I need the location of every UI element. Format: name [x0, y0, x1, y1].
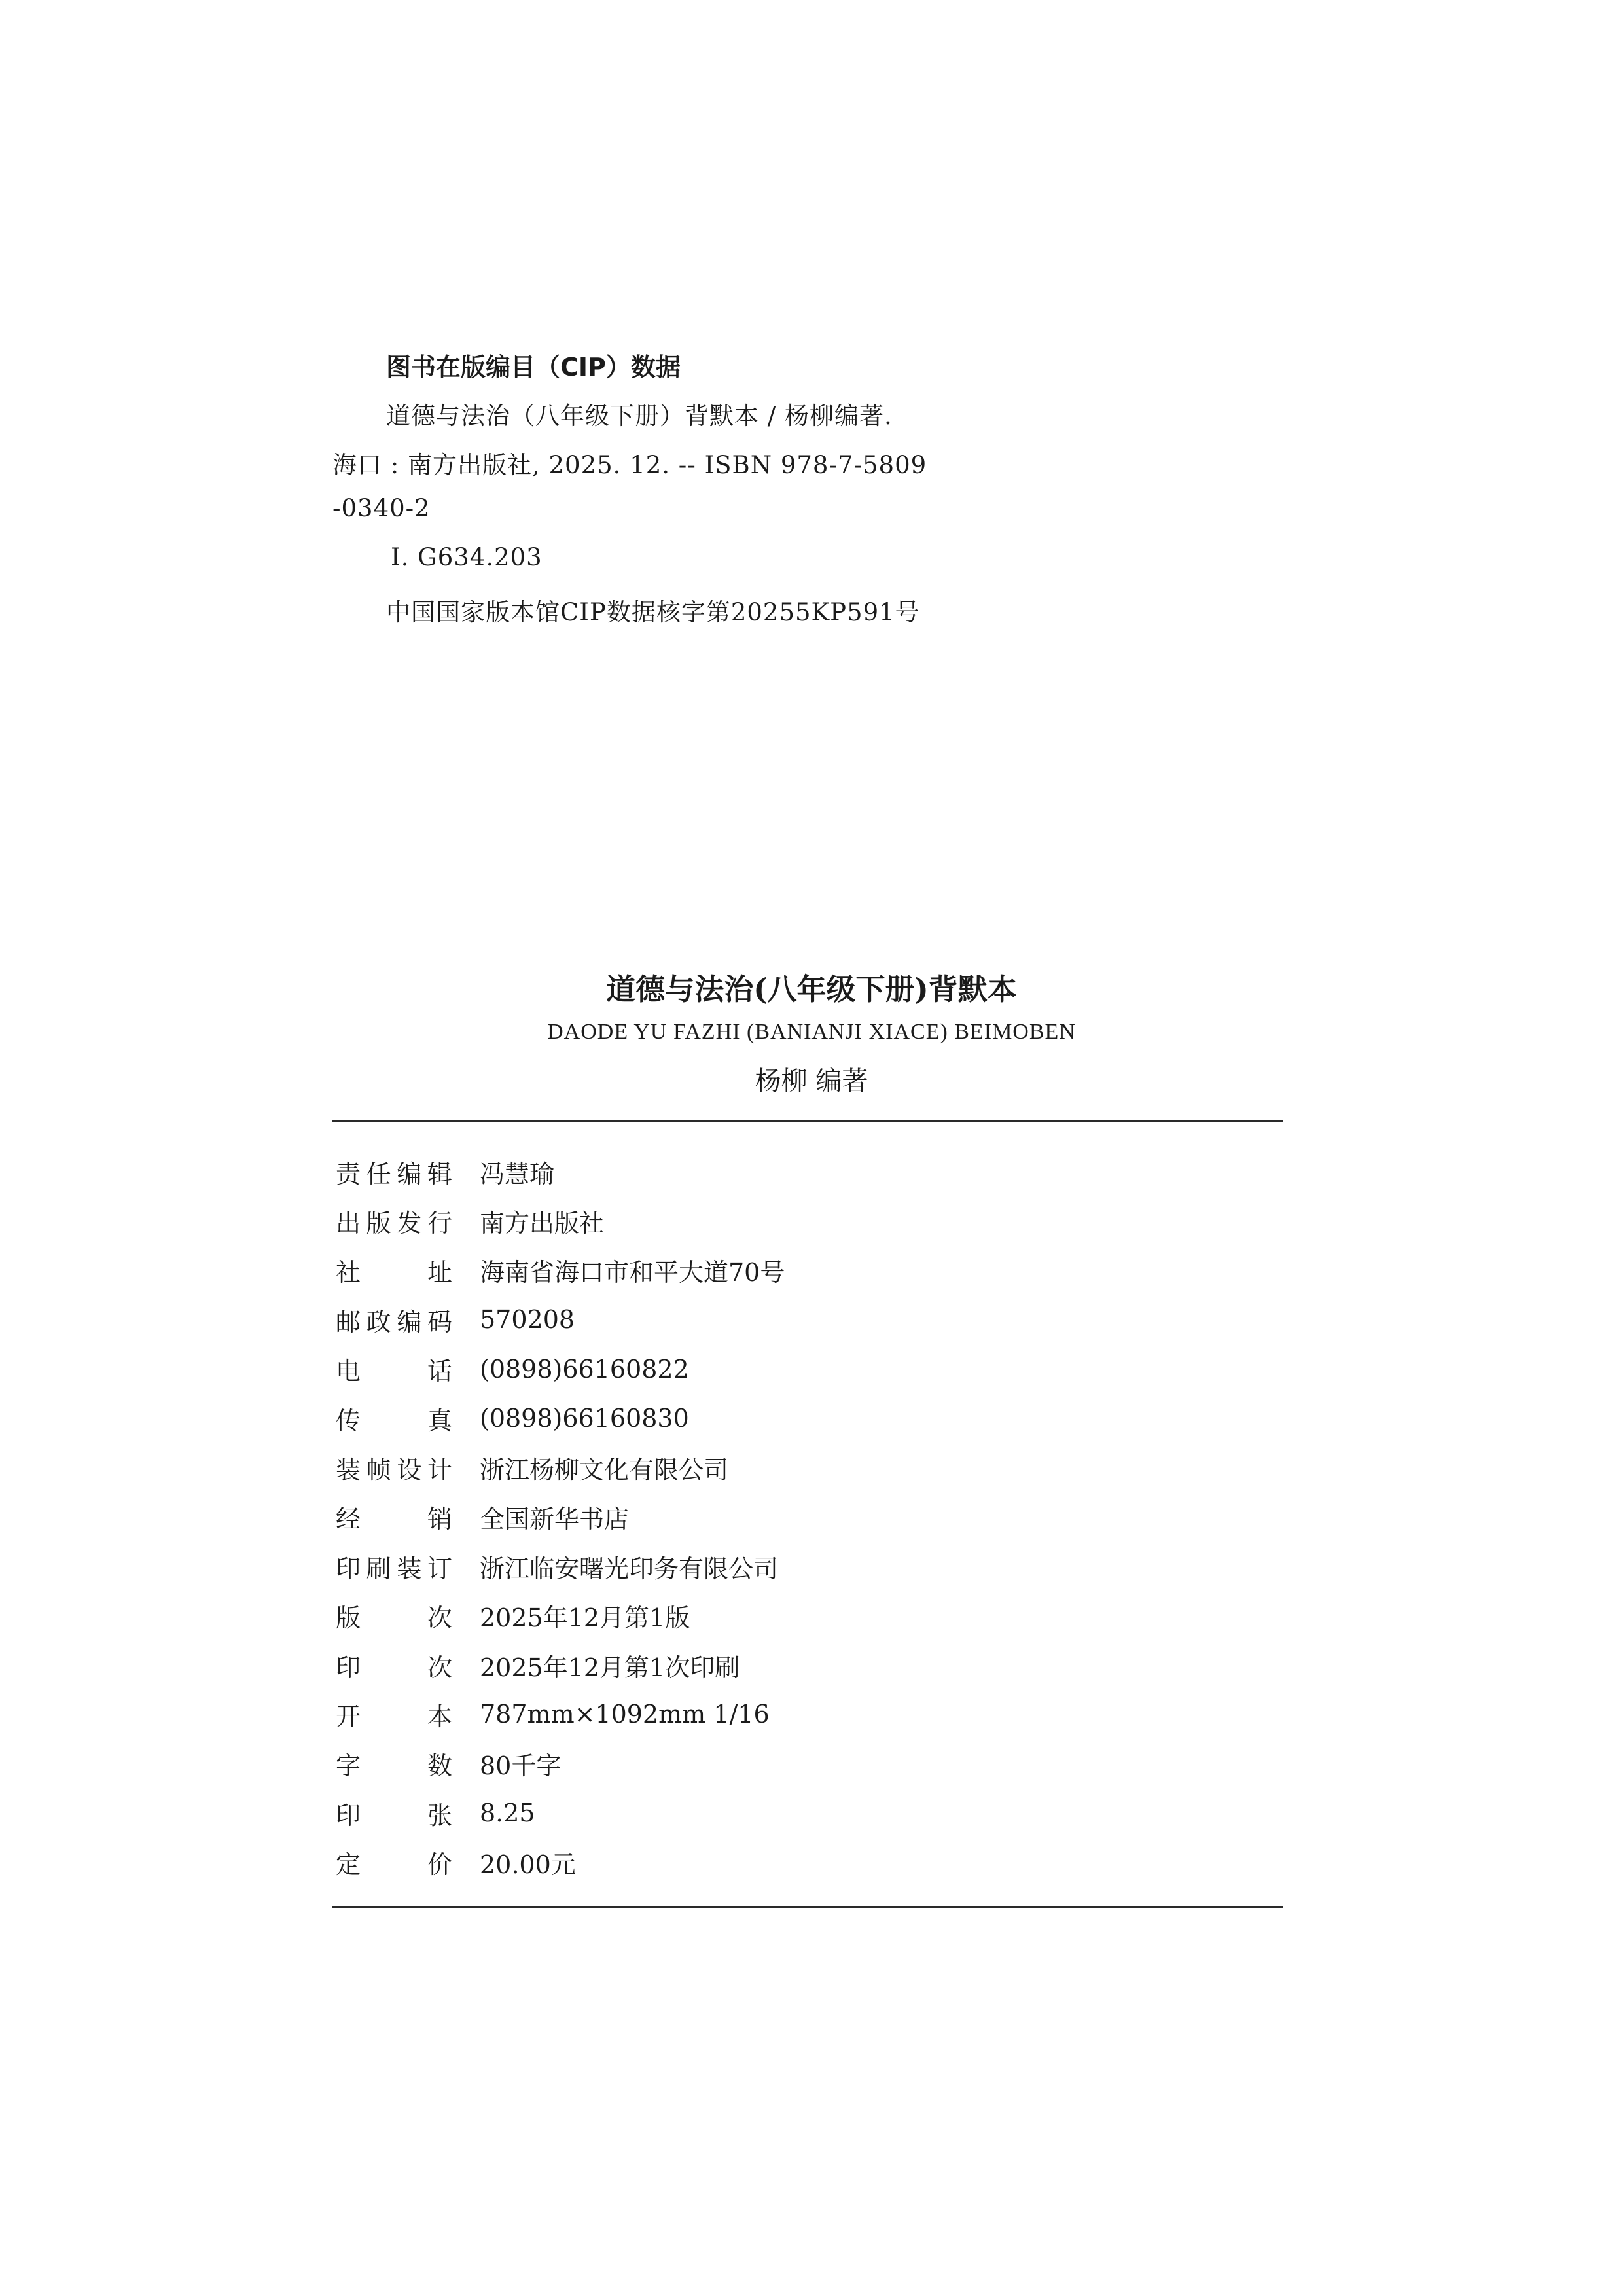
detail-label [336, 1549, 452, 1585]
detail-label-char: 字 [336, 1751, 361, 1781]
detail-row [336, 1300, 575, 1339]
detail-label-char: 码 [427, 1307, 452, 1336]
cip-line-4: Ⅰ. G634.203 [391, 543, 543, 571]
detail-label-char: 价 [427, 1850, 452, 1880]
detail-value: 787mm×1092mm 1/16 [480, 1700, 770, 1729]
detail-value: 20.00元 [480, 1850, 576, 1880]
bottom-rule [332, 1906, 1283, 1908]
detail-label-char: 话 [427, 1357, 452, 1386]
detail-label [336, 1351, 452, 1387]
detail-label-char: 责 [336, 1159, 361, 1189]
detail-value: 2025年12月第1次印刷 [480, 1653, 740, 1682]
detail-label-char: 计 [427, 1455, 452, 1484]
detail-row [336, 1251, 785, 1290]
detail-value: 全国新华书店 [480, 1505, 630, 1534]
detail-label-char: 经 [336, 1505, 361, 1534]
detail-value: 570208 [480, 1305, 575, 1335]
detail-label-char: 销 [427, 1505, 452, 1534]
detail-label [336, 1203, 452, 1239]
detail-label-char: 电 [336, 1357, 361, 1386]
detail-label-char: 辑 [427, 1159, 452, 1189]
detail-label-char: 出 [336, 1208, 361, 1238]
detail-label-char: 印 [336, 1801, 361, 1830]
detail-row [336, 1498, 629, 1537]
detail-label [336, 1696, 452, 1732]
detail-label-char: 开 [336, 1702, 361, 1731]
top-rule [332, 1120, 1283, 1122]
detail-row [336, 1744, 561, 1784]
cip-line-2: 海口 : 南方出版社, 2025. 12. -- ISBN 978-7-5809 [332, 451, 927, 479]
detail-label-char: 次 [427, 1653, 452, 1682]
detail-label-char: 发 [397, 1208, 422, 1238]
detail-row [336, 1843, 576, 1882]
detail-label [336, 1450, 452, 1486]
detail-value: 浙江杨柳文化有限公司 [480, 1455, 729, 1484]
detail-row [336, 1350, 689, 1389]
detail-label-char: 真 [427, 1406, 452, 1435]
detail-label-char: 行 [427, 1208, 452, 1238]
detail-label-char: 印 [336, 1554, 361, 1583]
detail-value: 8.25 [480, 1799, 535, 1828]
detail-value: (0898)66160822 [480, 1354, 689, 1384]
detail-label [336, 1154, 452, 1190]
detail-label-char: 任 [366, 1159, 391, 1189]
cip-line-1: 道德与法治（八年级下册）背默本 / 杨柳编著. [386, 402, 893, 430]
detail-label-char: 址 [427, 1258, 452, 1287]
detail-label-char: 版 [336, 1604, 361, 1633]
detail-label [336, 1401, 452, 1437]
detail-label-char: 社 [336, 1258, 361, 1287]
cip-line-5: 中国国家版本馆CIP数据核字第20255KP591号 [386, 598, 920, 626]
detail-label [336, 1499, 452, 1535]
detail-label-char: 编 [397, 1159, 422, 1189]
detail-label-char: 印 [336, 1653, 361, 1682]
book-title-cn: 道德与法治(八年级下册)背默本 [606, 972, 1017, 1007]
detail-label-char: 订 [427, 1554, 452, 1583]
detail-row [336, 1448, 728, 1487]
detail-label-char: 装 [397, 1554, 422, 1583]
detail-label-char: 数 [427, 1751, 452, 1781]
detail-row [336, 1399, 689, 1438]
detail-row [336, 1645, 740, 1685]
detail-value: 浙江临安曙光印务有限公司 [480, 1554, 779, 1583]
detail-label-char: 政 [366, 1307, 391, 1336]
book-author: 杨柳 编著 [755, 1066, 868, 1096]
detail-label [336, 1746, 452, 1782]
detail-row [336, 1695, 770, 1734]
detail-label [336, 1302, 452, 1338]
detail-row [336, 1152, 554, 1191]
detail-label-char: 本 [427, 1702, 452, 1731]
detail-value: 南方出版社 [480, 1208, 605, 1238]
detail-label-char: 设 [397, 1455, 422, 1484]
detail-value: 海南省海口市和平大道70号 [480, 1258, 785, 1287]
detail-label-char: 版 [366, 1208, 391, 1238]
detail-label-char: 刷 [366, 1554, 391, 1583]
cip-line-3: -0340-2 [332, 494, 431, 522]
detail-value: 80千字 [480, 1751, 562, 1781]
detail-value: 冯慧瑜 [480, 1159, 555, 1189]
book-title-en: DAODE YU FAZHI (BANIANJI XIACE) BEIMOBEN [547, 1020, 1076, 1044]
detail-label [336, 1598, 452, 1634]
detail-label [336, 1252, 452, 1288]
detail-label-char: 张 [427, 1801, 452, 1830]
detail-label [336, 1844, 452, 1880]
detail-row [336, 1547, 778, 1586]
detail-row [336, 1596, 690, 1636]
detail-value: (0898)66160830 [480, 1404, 689, 1433]
detail-value: 2025年12月第1版 [480, 1604, 690, 1633]
detail-label-char: 帧 [366, 1455, 391, 1484]
detail-label-char: 次 [427, 1604, 452, 1633]
detail-label-char: 定 [336, 1850, 361, 1880]
detail-label-char: 传 [336, 1406, 361, 1435]
detail-label-char: 邮 [336, 1307, 361, 1336]
detail-row [336, 1201, 604, 1240]
detail-label-char: 装 [336, 1455, 361, 1484]
cip-heading: 图书在版编目（CIP）数据 [386, 353, 681, 382]
detail-row [336, 1793, 535, 1833]
detail-label [336, 1647, 452, 1683]
detail-label [336, 1795, 452, 1831]
detail-label-char: 编 [397, 1307, 422, 1336]
